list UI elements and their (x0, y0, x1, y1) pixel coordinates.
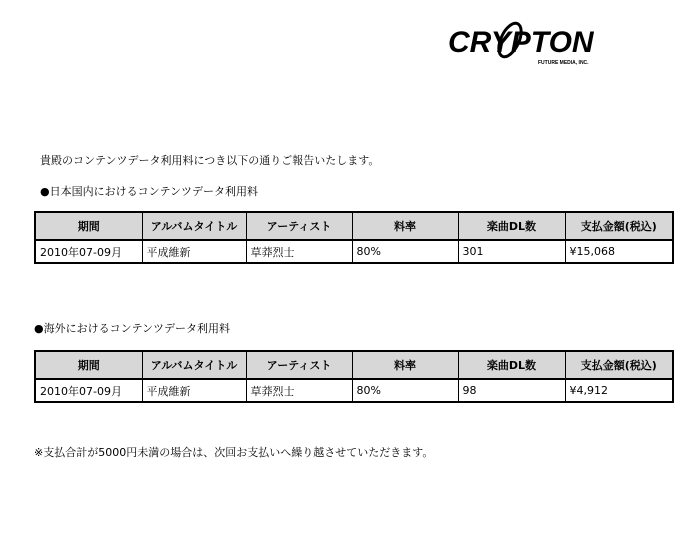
crypton-logo-mark (446, 18, 648, 70)
cell-downloads: 301 (458, 240, 565, 263)
cell-downloads: 98 (458, 379, 565, 402)
domestic-heading: ●日本国内におけるコンテンツデータ利用料 (40, 185, 259, 198)
col-album-title: アルバムタイトル (142, 351, 246, 379)
col-payment: 支払金額(税込) (565, 351, 673, 379)
col-period: 期間 (35, 212, 142, 240)
overseas-table-header (35, 351, 673, 379)
cell-album-title: 平成維新 (142, 240, 246, 263)
logo-wordmark: CRYPTON (448, 26, 594, 59)
footnote: ※支払合計が5000円未満の場合は、次回お支払いへ繰り越させていただきます。 (34, 446, 434, 459)
crypton-logo (446, 18, 648, 70)
col-album-title: アルバムタイトル (142, 212, 246, 240)
col-payment: 支払金額(税込) (565, 212, 673, 240)
col-rate: 料率 (352, 212, 458, 240)
overseas-heading: ●海外におけるコンテンツデータ利用料 (34, 322, 231, 335)
cell-payment: ¥4,912 (565, 379, 673, 402)
cell-rate: 80% (352, 240, 458, 263)
table-row (35, 240, 673, 263)
cell-rate: 80% (352, 379, 458, 402)
cell-period: 2010年07-09月 (35, 240, 142, 263)
overseas-table (34, 350, 674, 403)
cell-period: 2010年07-09月 (35, 379, 142, 402)
cell-album-title: 平成維新 (142, 379, 246, 402)
cell-payment: ¥15,068 (565, 240, 673, 263)
col-downloads: 楽曲DL数 (458, 351, 565, 379)
col-rate: 料率 (352, 351, 458, 379)
table-row (35, 379, 673, 402)
logo-tagline: FUTURE MEDIA, INC. (538, 60, 589, 66)
cell-artist: 草莽烈士 (246, 379, 352, 402)
domestic-table (34, 211, 674, 264)
col-artist: アーティスト (246, 351, 352, 379)
cell-artist: 草莽烈士 (246, 240, 352, 263)
col-downloads: 楽曲DL数 (458, 212, 565, 240)
domestic-table-header (35, 212, 673, 240)
intro-text: 貴殿のコンテンツデータ利用料につき以下の通りご報告いたします。 (40, 154, 380, 167)
col-period: 期間 (35, 351, 142, 379)
col-artist: アーティスト (246, 212, 352, 240)
